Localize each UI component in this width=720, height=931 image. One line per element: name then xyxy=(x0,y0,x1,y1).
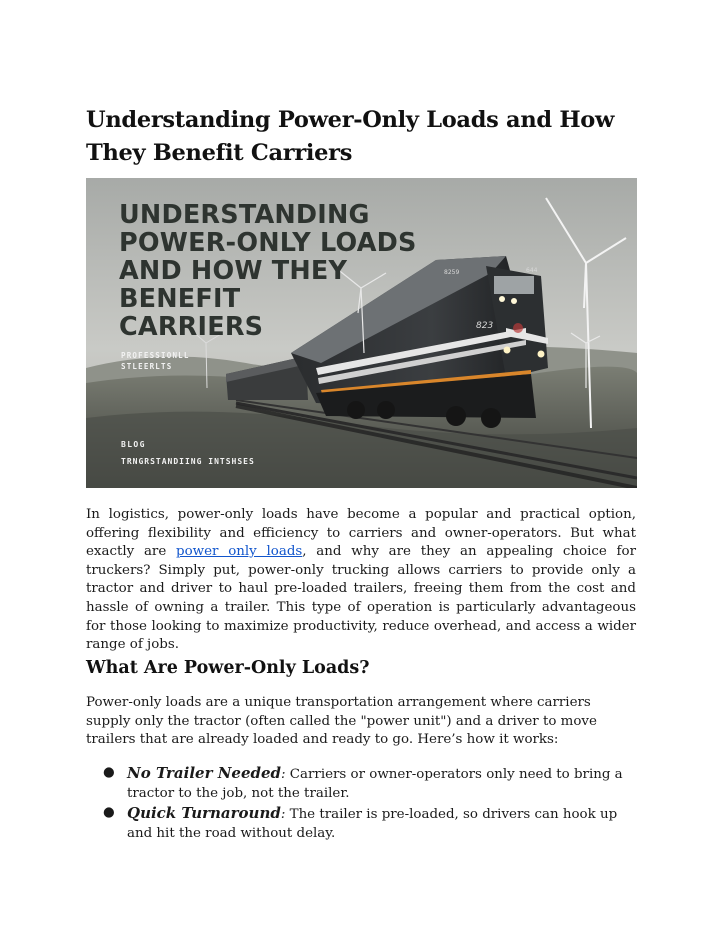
list-item-text: The trailer is pre-loaded, so drivers can hook up and hit the road without delay. xyxy=(127,807,618,841)
bullet-icon: ● xyxy=(103,765,115,780)
hero-title: UNDERSTANDING POWER-ONLY LOADS AND HOW THEY BENEFIT CARRIERS xyxy=(119,200,417,342)
intro-paragraph xyxy=(86,506,636,655)
hero-blog-label: BLOG xyxy=(121,440,146,449)
article-title: Understanding Power-Only Loads and How They Benefit Carriers xyxy=(86,107,615,166)
engine-number-front: 823 xyxy=(476,321,494,331)
list-item xyxy=(86,764,636,803)
hero-tagline: TRNGRSTANDIING INTSHSES xyxy=(121,457,255,466)
intro-text-start: In logistics, power-only loads have become a popular and practical option, offering flexibility and efficiency to carriers and owner-operators. But what exactly are xyxy=(86,507,636,560)
engine-number-top: 8259 xyxy=(444,269,460,276)
section-heading: What Are Power-Only Loads? xyxy=(86,658,370,678)
power-only-loads-link[interactable]: power only loads xyxy=(176,544,303,560)
bullet-icon: ● xyxy=(103,805,115,821)
list-item-text: Carriers or owner-operators only need to bring a tractor to the job, not the trailer. xyxy=(127,767,623,801)
list-item-term: Quick Turnaround xyxy=(127,804,281,823)
engine-number-side: 644 xyxy=(526,267,538,274)
section-intro-paragraph: Power-only loads are a unique transportation arrangement where carriers supply only the tractor (often called the "power unit") and a driver to move trailers that are already loaded and ready to go. Here’s how it works: xyxy=(86,695,597,748)
list-item-colon: : xyxy=(280,807,286,823)
intro-text-end: , and why are they an appealing choice for truckers? Simply put, power-only trucking allows carriers to provide only a tractor and driver to haul pre-loaded trailers, freeing them from the cost and hassle of owning a trailer. This type of operation is particularly advantageous for those looking to maximize productivity, reduce overhead, and access a wider range of jobs. xyxy=(86,544,636,653)
list-item-colon: : xyxy=(281,767,286,782)
list-item xyxy=(86,804,636,843)
list-item-term: No Trailer Needed xyxy=(127,764,282,782)
hero-image xyxy=(86,178,637,488)
hero-subtitle: PROFESSIONLL STLEERLTS xyxy=(121,351,190,371)
feature-list xyxy=(86,764,636,844)
